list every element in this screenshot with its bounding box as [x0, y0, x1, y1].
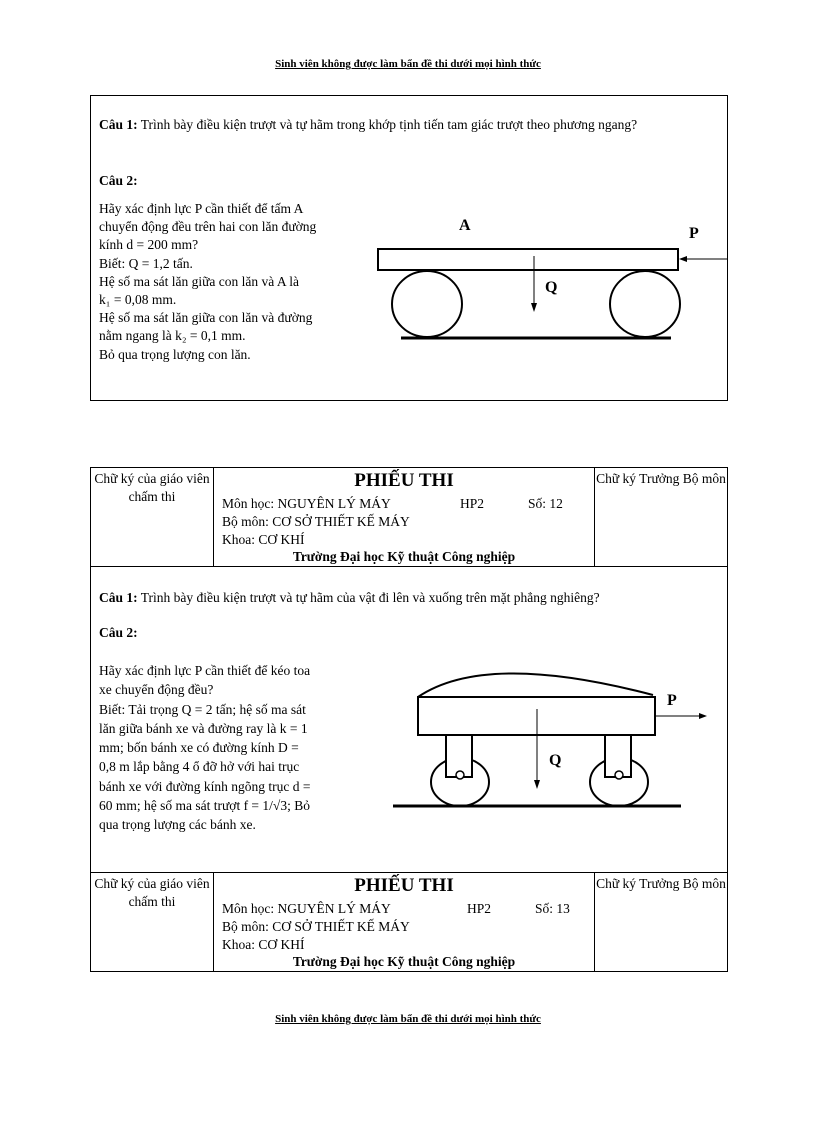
grader-signature-cell: Chữ ký của giáo viên chấm thi [91, 873, 214, 971]
header-center-cell [214, 873, 594, 971]
force-p2-arrowhead [699, 713, 707, 719]
exam1-q2-line: Hãy xác định lực P cần thiết để tấm A [99, 201, 304, 216]
roller-plate-diagram [371, 206, 727, 346]
exam2-q2-line: 0,8 m lắp bằng 4 ổ đỡ hở với hai trục [99, 759, 300, 775]
school-name: Trường Đại học Kỹ thuật Công nghiệp [292, 954, 516, 969]
exam-title: PHIẾU THI [354, 875, 454, 896]
header-center-cell [214, 468, 594, 566]
exam2-question-box [90, 566, 728, 873]
exam-number: Số: 13 [535, 901, 570, 916]
label-p: P [689, 225, 699, 242]
exam1-q2-line: Biết: Q = 1,2 tấn. [99, 255, 193, 271]
exam1-q2-line: Hệ số ma sát lăn giữa con lăn và đường [99, 310, 313, 326]
department: Bộ môn: CƠ SỞ THIẾT KẾ MÁY [222, 514, 410, 529]
exam2-q2-line: 60 mm; hệ số ma sát trượt f = 1/√3; Bỏ [99, 798, 310, 814]
exam1-q2-line: kính d = 200 mm? [99, 237, 199, 253]
exam2-q2-label: Câu 2: [99, 625, 138, 640]
subject-line [222, 495, 563, 513]
exam1-q1-label: Câu 1: [99, 117, 138, 132]
force-q2-arrowhead [534, 780, 540, 789]
wagon-diagram [391, 663, 711, 813]
exam-header-12 [90, 467, 728, 567]
axle-right [615, 771, 623, 779]
exam2-q2-line: lăn giữa bánh xe và đường ray là k = 1 [99, 720, 308, 736]
exam-title: PHIẾU THI [354, 470, 454, 491]
notice-top: Sinh viên không được làm bẩn đề thi dưới mọi hình thức [275, 58, 541, 70]
subject-line [222, 900, 570, 918]
exam2-q1 [99, 589, 719, 607]
label-p2: P [667, 692, 677, 709]
exam2-q1-text: Trình bày điều kiện trượt và tự hãm của vật đi lên và xuống trên mặt phẳng nghiêng? [140, 590, 600, 605]
force-q-arrowhead [531, 303, 537, 312]
label-q: Q [545, 279, 558, 296]
axle-left [456, 771, 464, 779]
exam2-q2-line: mm; bốn bánh xe có đường kính D = [99, 740, 299, 756]
exam1-question-box [90, 95, 728, 401]
faculty: Khoa: CƠ KHÍ [222, 532, 305, 547]
exam1-q2-label: Câu 2: [99, 173, 138, 188]
exam1-q1-text: Trình bày điều kiện trượt và tự hãm trong khớp tịnh tiến tam giác trượt theo phương ngang? [140, 117, 638, 132]
course-part: HP2 [467, 901, 492, 916]
subject: Môn học: NGUYÊN LÝ MÁY [222, 496, 391, 511]
exam-header-13 [90, 872, 728, 972]
exam2-q2-line: bánh xe với đường kính ngõng trục d = [99, 778, 311, 794]
exam-number: Số: 12 [528, 496, 563, 511]
roller-right [610, 271, 680, 337]
school-name: Trường Đại học Kỹ thuật Công nghiệp [292, 549, 516, 564]
exam2-q2-line: qua trọng lượng các bánh xe. [99, 817, 256, 833]
course-part: HP2 [460, 496, 485, 511]
wagon-roof [418, 673, 653, 697]
exam1-q2-line: Bỏ qua trọng lượng con lăn. [99, 346, 251, 362]
exam2-q2-text [99, 661, 367, 835]
label-q2: Q [549, 752, 562, 769]
exam2-q2-line: Hãy xác định lực P cần thiết để kéo toa [99, 663, 311, 678]
notice-bottom: Sinh viên không được làm bẩn đề thi dưới mọi hình thức [275, 1013, 541, 1025]
exam2-q2-line: xe chuyển động đều? [99, 682, 214, 698]
head-signature-cell: Chữ ký Trưởng Bộ môn [594, 873, 727, 971]
subject: Môn học: NGUYÊN LÝ MÁY [222, 901, 391, 916]
exam1-q2-line: chuyển động đều trên hai con lăn đường [99, 219, 317, 235]
head-signature-cell: Chữ ký Trưởng Bộ môn [594, 468, 727, 566]
faculty: Khoa: CƠ KHÍ [222, 937, 305, 952]
exam1-q2-line: nằm ngang là k₂ = 0,1 mm. [99, 328, 246, 344]
label-a: A [459, 217, 471, 234]
grader-signature-cell: Chữ ký của giáo viên chấm thi [91, 468, 214, 566]
force-p-arrowhead [679, 256, 687, 262]
exam1-q2-line: Hệ số ma sát lăn giữa con lăn và A là [99, 273, 300, 289]
exam2-q1-label: Câu 1: [99, 590, 138, 605]
exam2-q2-line: Biết: Tải trọng Q = 2 tấn; hệ số ma sát [99, 701, 306, 717]
department: Bộ môn: CƠ SỞ THIẾT KẾ MÁY [222, 919, 410, 934]
exam1-q2-text [99, 200, 367, 364]
exam1-q1 [99, 116, 719, 134]
plate-a [378, 249, 678, 270]
exam1-q2-line: k₁ = 0,08 mm. [99, 292, 177, 308]
roller-left [392, 271, 462, 337]
